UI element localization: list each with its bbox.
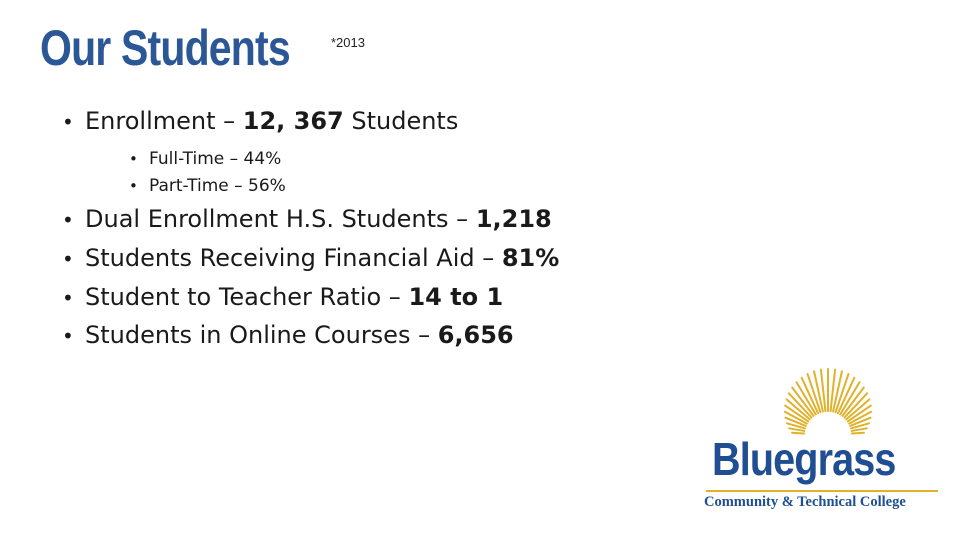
slide-title-group <box>40 18 365 78</box>
sub-bullet-dot: • <box>129 150 138 168</box>
bullet-label: Students in Online Courses – <box>85 321 438 349</box>
sub-bullet-label: Full-Time – 44% <box>149 149 282 169</box>
bullet-label: Dual Enrollment H.S. Students – <box>85 205 476 233</box>
bullet-dual-enrollment <box>62 204 552 235</box>
sun-ray <box>852 428 867 431</box>
bullet-value: 1,218 <box>475 205 552 233</box>
bullet-suffix: Students <box>343 107 459 135</box>
bullet-dot: • <box>62 110 74 134</box>
bullet-value: 6,656 <box>437 321 514 349</box>
bullet-value: 14 to 1 <box>408 283 504 311</box>
sub-bullet-part-time <box>129 175 286 197</box>
bullet-value: 81% <box>501 244 560 272</box>
bullet-online-courses <box>62 320 514 351</box>
bullet-dot: • <box>62 208 74 232</box>
bullet-dot: • <box>62 286 74 310</box>
sub-bullet-label: Part-Time – 56% <box>149 176 286 196</box>
bullet-label: Student to Teacher Ratio – <box>85 283 409 311</box>
bullet-value: 12, 367 <box>242 107 344 135</box>
bullet-dot: • <box>62 324 74 348</box>
bullet-label: Students Receiving Financial Aid – <box>85 244 502 272</box>
sub-bullet-full-time <box>129 148 281 170</box>
bullet-financial-aid <box>62 243 559 274</box>
title-year-note: *2013 <box>331 35 365 50</box>
logo-divider <box>706 490 938 492</box>
bullet-teacher-ratio <box>62 282 503 313</box>
bullet-enrollment <box>62 106 458 137</box>
logo-name: Bluegrass <box>712 433 896 485</box>
sub-bullet-dot: • <box>129 177 138 195</box>
college-logo <box>700 365 945 517</box>
logo-tagline: Community & Technical College <box>704 494 906 510</box>
sun-ray <box>789 428 804 431</box>
bullet-label: Enrollment – <box>85 107 243 135</box>
sunburst-icon <box>730 365 920 437</box>
slide-title: Our Students <box>40 20 290 76</box>
bullet-dot: • <box>62 247 74 271</box>
